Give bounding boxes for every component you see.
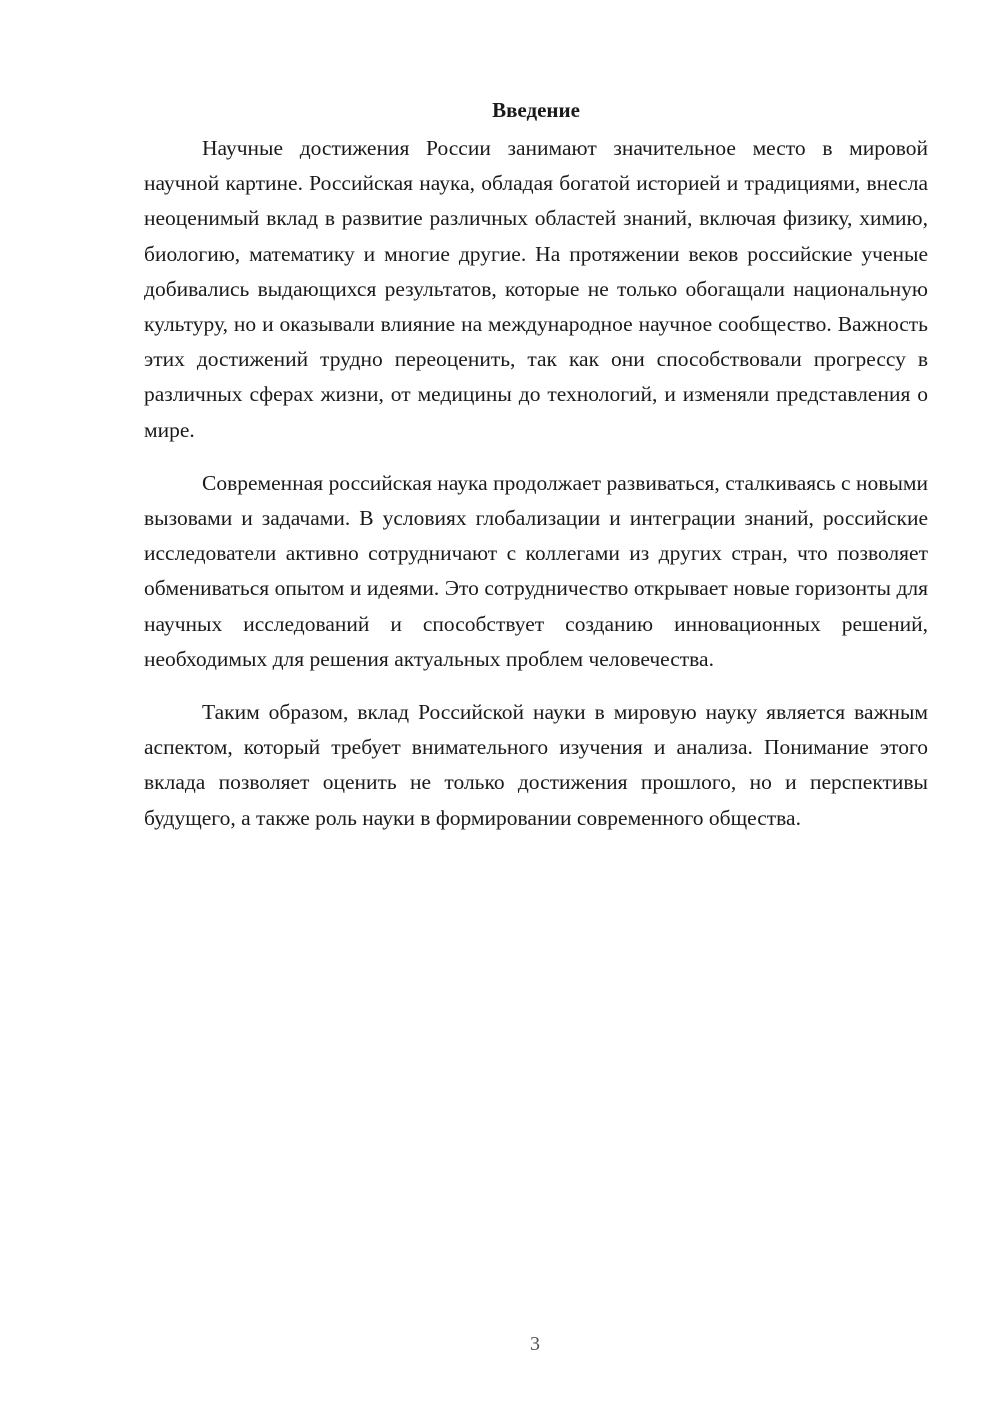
page-content (144, 92, 928, 854)
paragraph-2: Современная российская наука продолжает развиваться, сталкиваясь с новыми вызовами и задачами. В условиях глобализации и интеграции знаний, российские исследователи активно сотрудничают с коллегами из других стран, что позволяет обмениваться опытом и идеями. Это сотрудничество открывает новые горизонты для научных исследований и способствует созданию инновационных решений, необходимых для решения актуальных проблем человечества. (144, 470, 928, 671)
page-number: 3 (530, 1333, 540, 1355)
paragraph-3: Таким образом, вклад Российской науки в мировую науку является важным аспектом, который требует внимательного изучения и анализа. Понимание этого вклада позволяет оценить не только достижения прошлого, но и перспективы будущего, а также роль науки в формировании современного общества. (144, 700, 928, 830)
section-heading: Введение (492, 98, 580, 122)
paragraph-1: Научные достижения России занимают значительное место в мировой научной картине. Российская наука, обладая богатой историей и традициями, внесла неоценимый вклад в развитие различных областей знаний, включая физику, химию, биологию, математику и многие другие. На протяжении веков российские ученые добивались выдающихся результатов, которые не только обогащали национальную культуру, но и оказывали влияние на международное научное сообщество. Важность этих достижений трудно переоценить, так как они способствовали прогрессу в различных сферах жизни, от медицины до технологий, и изменяли представления о мире. (144, 136, 928, 442)
